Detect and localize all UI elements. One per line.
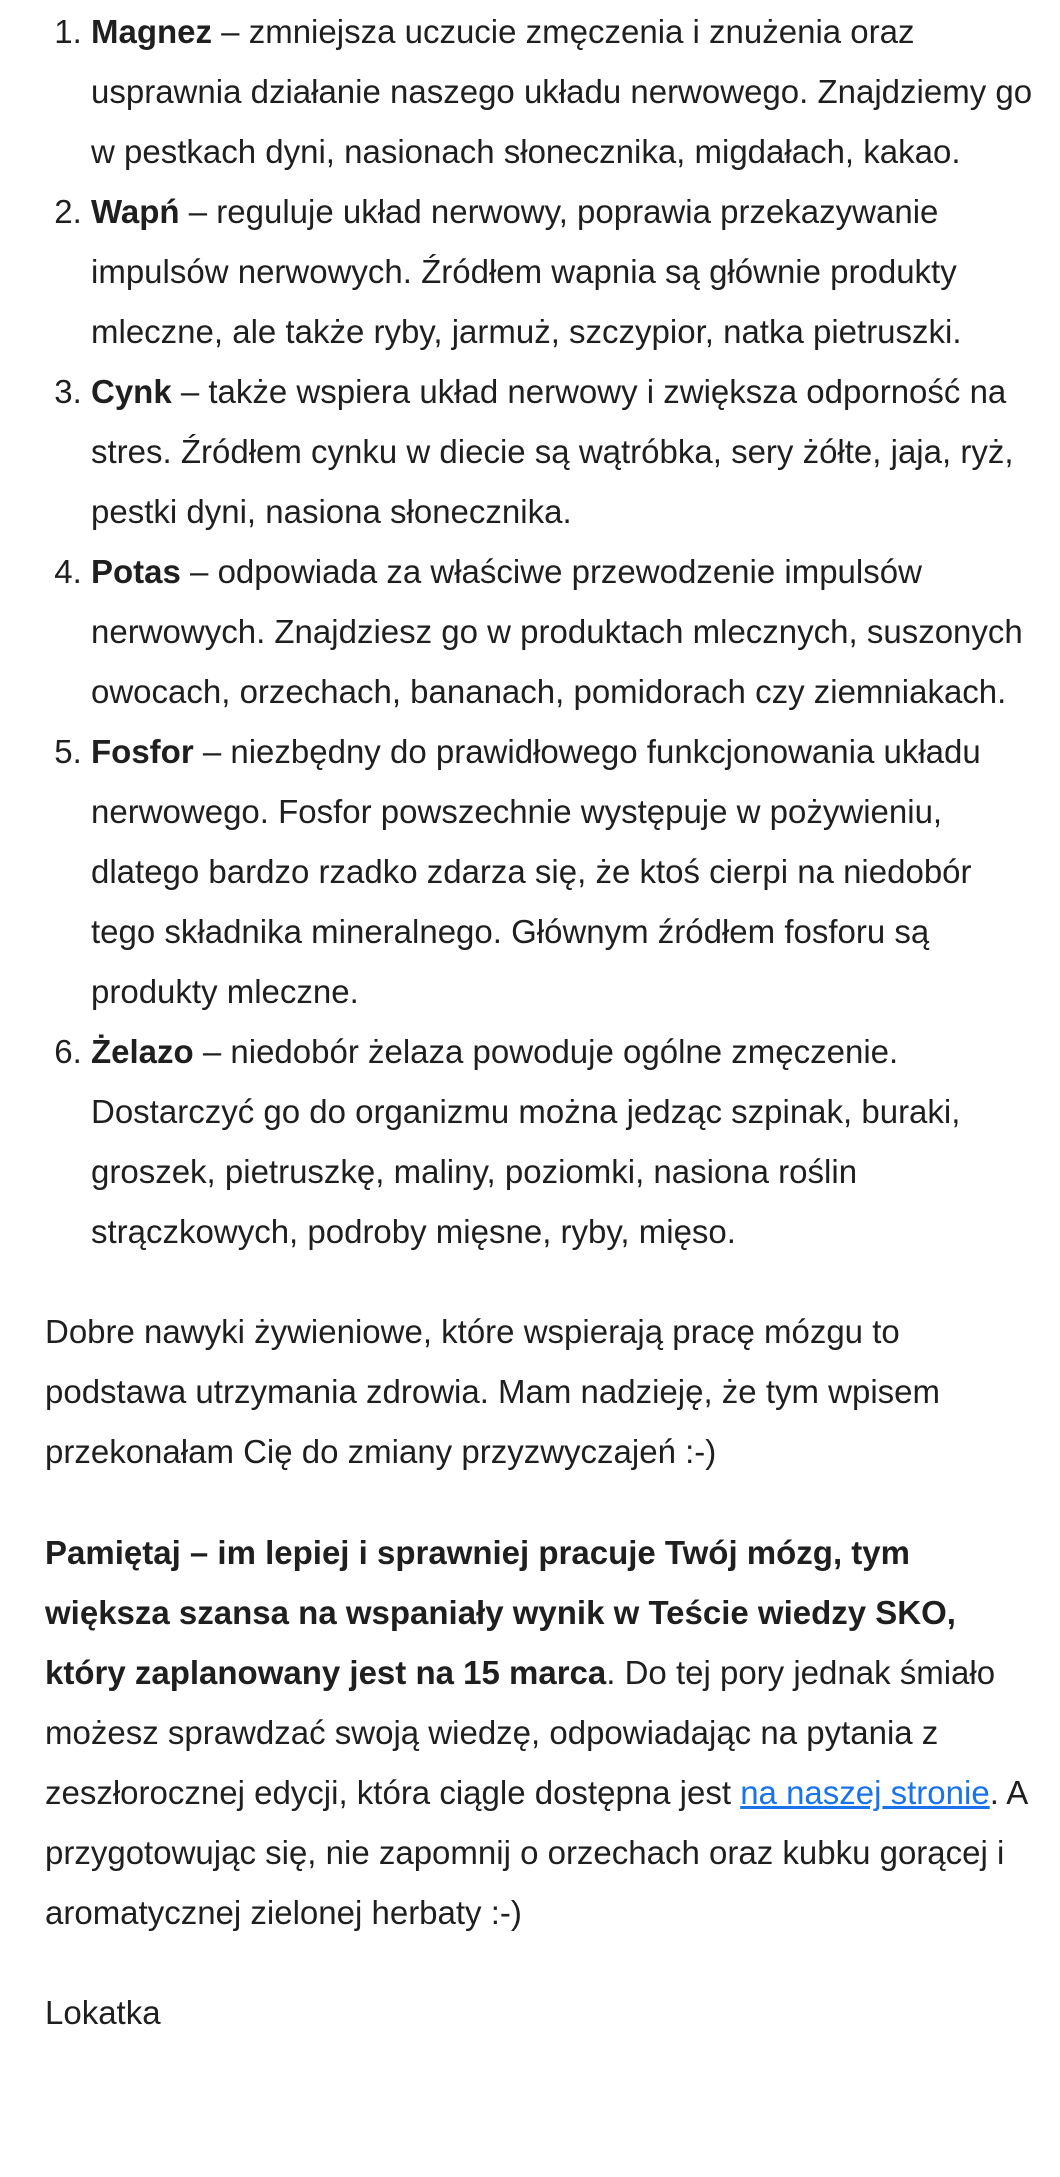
mineral-name: Magnez bbox=[91, 13, 213, 50]
mineral-description: – odpowiada za właściwe przewodzenie impulsów nerwowych. Znajdziesz go w produktach mlecznych, suszonych owocach, orzechach, bananach, pomidorach czy ziemniakach. bbox=[91, 553, 1023, 710]
article-body bbox=[45, 2, 1035, 2043]
list-item-wapn bbox=[91, 182, 1035, 362]
mineral-name: Wapń bbox=[91, 193, 180, 230]
list-item-fosfor bbox=[91, 722, 1035, 1022]
mineral-description: – niedobór żelaza powoduje ogólne zmęczenie. Dostarczyć go do organizmu można jedząc szpinak, buraki, groszek, pietruszkę, maliny, poziomki, nasiona roślin strączkowych, podroby mięsne, ryby, mięso. bbox=[91, 1033, 961, 1250]
mineral-description: – zmniejsza uczucie zmęczenia i znużenia oraz usprawnia działanie naszego układu nerwowego. Znajdziemy go w pestkach dyni, nasionach słonecznika, migdałach, kakao. bbox=[91, 13, 1033, 170]
list-item-potas bbox=[91, 542, 1035, 722]
remember-closing-text: . A przygotowując się, nie zapomnij o orzechach oraz kubku gorącej i aromatycznej zielonej herbaty :-) bbox=[45, 1774, 1027, 1931]
our-site-link[interactable]: na naszej stronie bbox=[740, 1774, 990, 1811]
remember-paragraph bbox=[45, 1523, 1035, 1943]
remember-bold-text: Pamiętaj – im lepiej i sprawniej pracuje Twój mózg, tym większa szansa na wspaniały wynik w Teście wiedzy SKO, który zaplanowany jest na 15 marca bbox=[45, 1534, 956, 1691]
mineral-name: Potas bbox=[91, 553, 181, 590]
mineral-description: – także wspiera układ nerwowy i zwiększa odporność na stres. Źródłem cynku w diecie są wątróbka, sery żółte, jaja, ryż, pestki dyni, nasiona słonecznika. bbox=[91, 373, 1014, 530]
list-item-magnez bbox=[91, 2, 1035, 182]
mineral-description: – reguluje układ nerwowy, poprawia przekazywanie impulsów nerwowych. Źródłem wapnia są głównie produkty mleczne, ale także ryby, jarmuż, szczypior, natka pietruszki. bbox=[91, 193, 962, 350]
mineral-description: – niezbędny do prawidłowego funkcjonowania układu nerwowego. Fosfor powszechnie występuje w pożywieniu, dlatego bardzo rzadko zdarza się, że ktoś cierpi na niedobór tego składnika mineralnego. Głównym źródłem fosforu są produkty mleczne. bbox=[91, 733, 981, 1010]
mineral-name: Fosfor bbox=[91, 733, 194, 770]
minerals-list bbox=[45, 2, 1035, 1262]
signature: Lokatka bbox=[45, 1994, 161, 2031]
list-item-cynk bbox=[91, 362, 1035, 542]
remember-text: . Do tej pory jednak śmiało możesz sprawdzać swoją wiedzę, odpowiadając na pytania z zeszłorocznej edycji, która ciągle dostępna jest bbox=[45, 1654, 996, 1811]
mineral-name: Cynk bbox=[91, 373, 172, 410]
habits-paragraph: Dobre nawyki żywieniowe, które wspierają pracę mózgu to podstawa utrzymania zdrowia. Mam nadzieję, że tym wpisem przekonałam Cię do zmiany przyzwyczajeń :-) bbox=[45, 1313, 941, 1470]
list-item-zelazo bbox=[91, 1022, 1035, 1262]
mineral-name: Żelazo bbox=[91, 1033, 194, 1070]
